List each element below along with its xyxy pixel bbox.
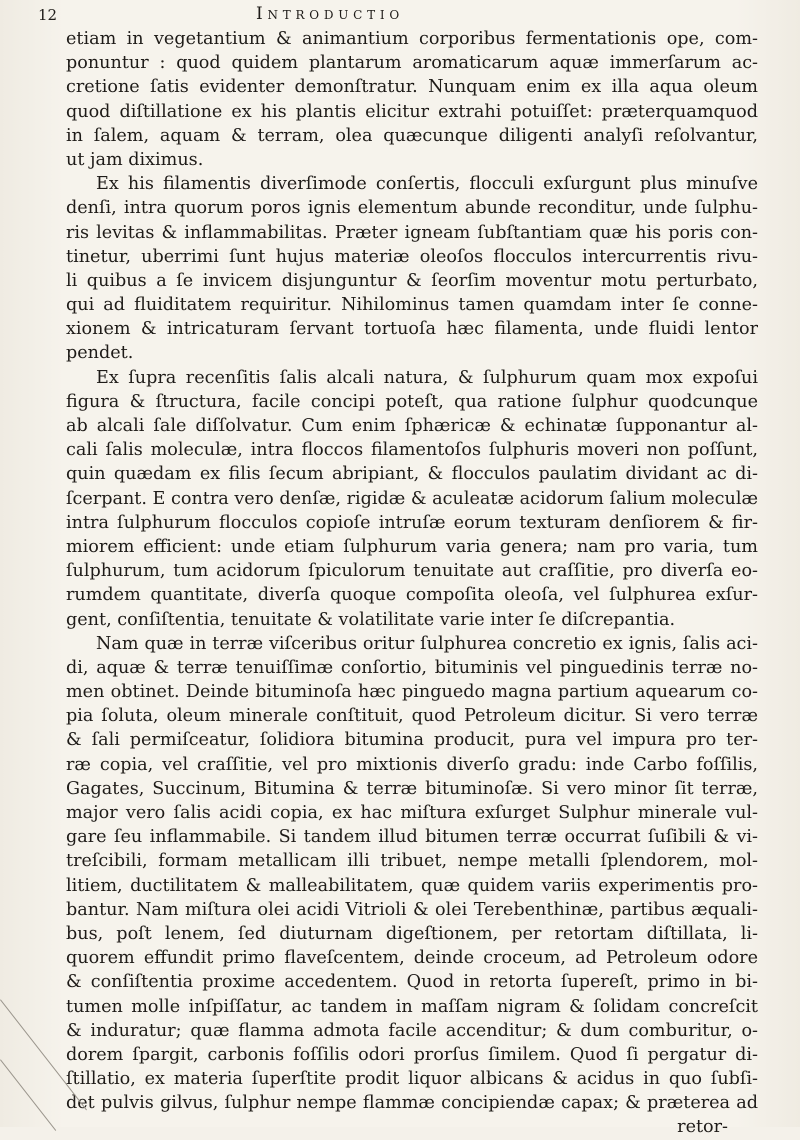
text-line: bus, poſt lenem, ſed diuturnam digeſtionem, per retortam diſtillata, li- — [66, 923, 758, 944]
text-line: pia ſoluta, oleum minerale conſtituit, quod Petroleum dicitur. Si vero terræ — [66, 706, 758, 727]
text-line: xionem & intricaturam ſervant tortuoſa hæc filamenta, unde fluidi lentor — [66, 319, 758, 340]
text-line: ponuntur : quod quidem plantarum aromaticarum aquæ immerſarum ac- — [66, 53, 758, 74]
text-line: ab alcali ſale diſſolvatur. Cum enim ſphæricæ & echinatæ ſupponantur al- — [66, 416, 758, 436]
text-line: gent, conſiſtentia, tenuitate & volatilitate varie inter ſe diſcrepantia. — [66, 609, 676, 630]
text-line: gare ſeu inflammabile. Si tandem illud bitumen terræ occurrat ſuſibili & vi- — [66, 827, 758, 848]
text-line: tinetur, uberrimi ſunt hujus materiæ oleoſos flocculos intercurrentis rivu- — [66, 246, 758, 267]
text-line: cali ſalis moleculæ, intra floccos filamentoſos ſulphuris moveri non poſſunt, — [66, 440, 758, 461]
text-line: dorem ſpargit, carbonis foſſilis odori prorſus ſimilem. Quod ſi pergatur di- — [66, 1044, 758, 1065]
text-line: denſi, intra quorum poros ignis elementum abunde reconditur, unde ſulphu- — [66, 198, 758, 219]
left-margin-mark-2 — [0, 1059, 56, 1131]
text-line: quorem effundit primo flaveſcentem, deinde croceum, ad Petroleum odore — [66, 948, 758, 969]
text-line: Ex ſupra recenſitis ſalis alcali natura, & ſulphurum quam mox expoſui — [96, 367, 758, 388]
text-line: bantur. Nam miſtura olei acidi Vitrioli & olei Terebenthinæ, partibus æquali- — [66, 899, 758, 920]
text-line: ris levitas & inflammabilitas. Præter igneam ſubſtantiam quæ his poris con- — [66, 222, 758, 243]
text-line: figura & ſtructura, facile concipi poteſt, qua ratione ſulphur quodcunque — [66, 391, 758, 412]
text-line: ut jam diximus. — [66, 149, 204, 170]
text-line: litiem, ductilitatem & malleabilitatem, quæ quidem variis experimentis pro- — [66, 875, 758, 896]
text-line: ſulphurum, tum acidorum ſpiculorum tenuitate aut craſſitie, pro diverſa eo- — [66, 561, 758, 582]
text-line: Gagates, Succinum, Bitumina & terræ bituminoſæ. Si vero minor ſit terræ, — [66, 778, 758, 799]
text-line: di, aquæ & terræ tenuiſſimæ conſortio, bituminis vel pinguedinis terræ no- — [66, 657, 758, 678]
text-line: intra ſulphurum flocculos copioſe intruſæ eorum texturam denſiorem & fir- — [66, 512, 758, 533]
text-line: cretione ſatis evidenter demonſtratur. Nunquam enim ex illa aqua oleum — [66, 77, 758, 98]
text-line: ræ copia, vel craſſitie, vel pro mixtionis diverſo gradu: inde Carbo foſſilis, — [66, 754, 758, 775]
text-line: men obtinet. Deinde bituminoſa hæc pinguedo magna partium aquearum co- — [66, 682, 758, 703]
text-line: pendet. — [66, 343, 134, 364]
text-line: treſcibili, formam metallicam illi tribuet, nempe metalli ſplendorem, mol- — [66, 851, 758, 872]
text-line: ſcerpant. E contra vero denſæ, rigidæ & aculeatæ acidorum ſalium moleculæ — [66, 488, 758, 509]
page-number: 12 — [38, 6, 58, 24]
text-line: tumen molle inſpiſſatur, ac tandem in maſſam nigram & ſolidam concreſcit — [66, 996, 758, 1017]
text-line: & ſali permiſceatur, ſolidiora bitumina producit, pura vel impura pro ter- — [66, 730, 758, 751]
text-line: det pulvis gilvus, ſulphur nempe flammæ concipiendæ capax; & præterea ad — [66, 1093, 758, 1114]
running-head: Introductio — [256, 4, 404, 24]
text-line: qui ad fluiditatem requiritur. Nihilominus tamen quamdam inter ſe conne- — [66, 295, 758, 316]
text-line: & induratur; quæ flamma admota facile accenditur; & dum comburitur, o- — [66, 1020, 758, 1041]
text-line: & conſiſtentia proxime accedentem. Quod in retorta ſupereſt, primo in bi- — [66, 972, 758, 993]
text-line: Ex his filamentis diverſimode conſertis, flocculi exſurgunt plus minuſve — [96, 174, 758, 195]
text-line: Nam quæ in terræ viſceribus oritur ſulphurea concretio ex ignis, ſalis aci- — [96, 633, 758, 654]
text-line: quin quædam ex filis ſecum abripiant, & flocculos paulatim dividant ac di- — [66, 464, 758, 485]
text-line: quod diſtillatione ex his plantis elicitur extrahi potuiſſet: præterquamquod — [66, 101, 758, 122]
text-line: major vero ſalis acidi copia, ex hac miſtura exſurget Sulphur minerale vul- — [66, 803, 758, 823]
text-line: rumdem quantitate, diverſa quoque compoſita oleoſa, vel ſulphurea exſur- — [66, 585, 758, 606]
text-line: miorem efficient: unde etiam ſulphurum varia genera; nam pro varia, tum — [66, 536, 758, 557]
text-line: ſtillatio, ex materia ſuperſtite prodit liquor albicans & acidus in quo ſubſi- — [66, 1069, 758, 1090]
page-header — [38, 4, 758, 28]
text-line: etiam in vegetantium & animantium corporibus fermentationis ope, com- — [66, 29, 758, 49]
catchword: retor- — [677, 1117, 728, 1138]
body-text — [66, 27, 758, 1140]
text-line: in ſalem, aquam & terram, olea quæcunque diligenti analyſi reſolvantur, — [66, 125, 758, 146]
text-line: li quibus a ſe invicem disjunguntur & ſeorſim moventur motu perturbato, — [66, 270, 758, 291]
